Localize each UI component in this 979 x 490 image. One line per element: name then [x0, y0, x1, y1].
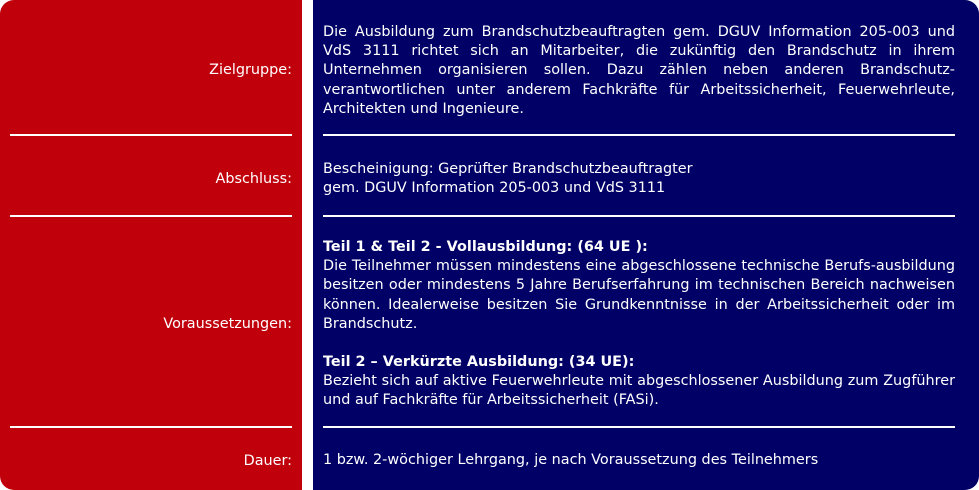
- divider: [10, 134, 292, 136]
- divider: [10, 215, 292, 217]
- part1-paragraph: Die Teilnehmer müssen mindestens eine abgeschlossene technische Berufs-ausbildung besitzen oder mindestens 5 Jahre Berufserfahrung im technischen Bereich nachweisen können. Idealerweise besitzen Sie Grundkenntnisse in der Arbeitssicherheit oder im Brandschutz.: [323, 258, 955, 332]
- dauer-text: [323, 451, 955, 470]
- divider: [323, 426, 955, 428]
- dauer-paragraph: 1 bzw. 2-wöchiger Lehrgang, je nach Voraussetzung des Teilnehmers: [323, 452, 819, 468]
- content-column: [313, 0, 979, 490]
- part2-heading: Teil 2 – Verkürzte Ausbildung: (34 UE):: [323, 354, 635, 371]
- voraussetzungen-text: [323, 238, 955, 411]
- abschluss-text: [323, 160, 955, 198]
- divider: [323, 215, 955, 217]
- zielgruppe-paragraph: Die Ausbildung zum Brandschutzbeauftragten gem. DGUV Information 205-003 und VdS 3111 richtet sich an Mitarbeiter, die zukünftig den Brandschutz in ihrem Unternehmen organisieren sollen. Dazu zählen neben anderen Brandschutz-verantwortlichen unter anderem Fachkräfte für Arbeitssicherheit, Feuerwehrleute, Architekten und Ingenieure.: [323, 24, 955, 117]
- label-column: [0, 0, 302, 490]
- label-zielgruppe: Zielgruppe:: [209, 62, 292, 78]
- part1-heading: Teil 1 & Teil 2 - Vollausbildung: (64 UE ):: [323, 239, 648, 255]
- label-voraussetzungen: Voraussetzungen:: [163, 316, 292, 332]
- label-abschluss: Abschluss:: [215, 171, 292, 187]
- abschluss-line-1: Bescheinigung: Geprüfter Brandschutzbeauftragter: [323, 161, 693, 177]
- zielgruppe-text: [323, 23, 955, 119]
- part2-paragraph: Bezieht sich auf aktive Feuerwehrleute mit abgeschlossener Ausbildung zum Zugführer und auf Fachkräfte für Arbeitssicherheit (FASi).: [323, 373, 955, 409]
- label-dauer: Dauer:: [243, 453, 292, 469]
- divider: [10, 426, 292, 428]
- abschluss-line-2: gem. DGUV Information 205-003 und VdS 3111: [323, 180, 666, 197]
- divider: [323, 134, 955, 136]
